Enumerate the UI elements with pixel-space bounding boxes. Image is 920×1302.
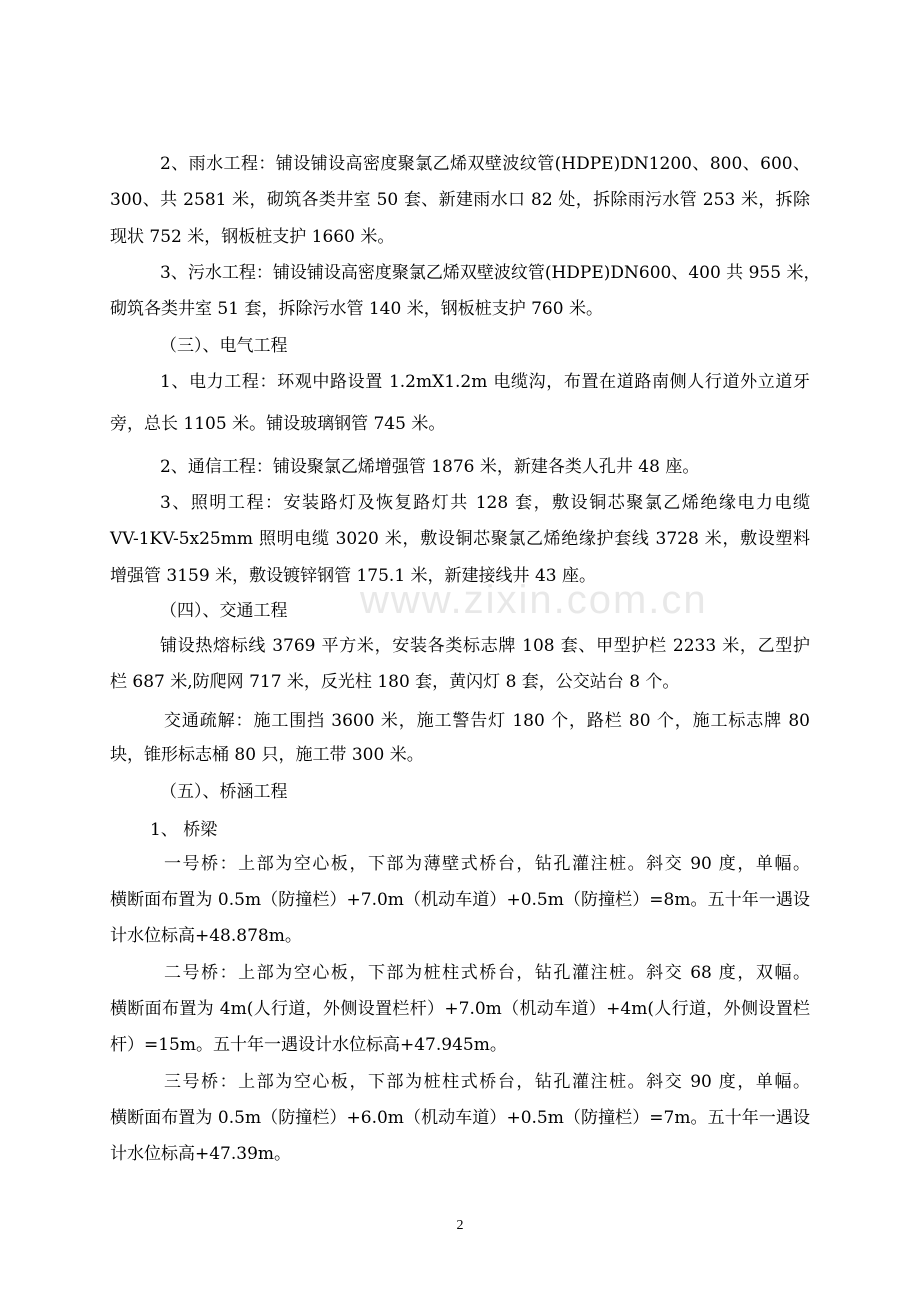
paragraph-line: 三号桥：上部为空心板，下部为桩柱式桥台，钻孔灌注桩。斜交 90 度，单幅。 bbox=[164, 1072, 810, 1092]
paragraph-line: 现状 752 米，钢板桩支护 1660 米。 bbox=[110, 227, 395, 247]
page-number: 2 bbox=[456, 1218, 464, 1233]
paragraph-line: 一号桥：上部为空心板，下部为薄壁式桥台，钻孔灌注桩。斜交 90 度，单幅。 bbox=[164, 854, 810, 874]
paragraph-line: 增强管 3159 米，敷设镀锌钢管 175.1 米，新建接线井 43 座。 bbox=[110, 566, 596, 586]
paragraph-line: 砌筑各类井室 51 套，拆除污水管 140 米，钢板桩支护 760 米。 bbox=[110, 299, 603, 319]
paragraph-line: 旁，总长 1105 米。铺设玻璃钢管 745 米。 bbox=[110, 414, 446, 434]
section-heading: （三）、电气工程 bbox=[160, 336, 288, 356]
paragraph-line: 2、雨水工程：铺设铺设高密度聚氯乙烯双壁波纹管(HDPE)DN1200、800、600、 bbox=[160, 154, 810, 174]
paragraph-line: 3、污水工程：铺设铺设高密度聚氯乙烯双壁波纹管(HDPE)DN600、400 共 955 米， bbox=[160, 263, 821, 283]
paragraph-line: 栏 687 米,防爬网 717 米，反光柱 180 套，黄闪灯 8 套，公交站台 8 个。 bbox=[110, 672, 680, 692]
section-heading: （五）、桥涵工程 bbox=[160, 782, 288, 802]
subsection-heading: 1、 桥梁 bbox=[150, 820, 218, 840]
paragraph-line: 计水位标高+48.878m。 bbox=[110, 926, 302, 946]
paragraph-line: 交通疏解：施工围挡 3600 米，施工警告灯 180 个，路栏 80 个，施工标志牌 80 bbox=[164, 711, 810, 731]
paragraph-line: 杆）=15m。五十年一遇设计水位标高+47.945m。 bbox=[110, 1035, 507, 1055]
paragraph-line: VV-1KV-5x25mm 照明电缆 3020 米，敷设铜芯聚氯乙烯绝缘护套线 3728 米，敷设塑料 bbox=[110, 529, 810, 549]
paragraph-line: 300、共 2581 米，砌筑各类井室 50 套、新建雨水口 82 处，拆除雨污水管 253 米，拆除 bbox=[110, 190, 810, 210]
paragraph-line: 横断面布置为 0.5m（防撞栏）+7.0m（机动车道）+0.5m（防撞栏）=8m。五十年一遇设 bbox=[110, 890, 810, 910]
paragraph-line: 横断面布置为 4m(人行道，外侧设置栏杆）+7.0m（机动车道）+4m(人行道，外侧设置栏 bbox=[110, 999, 810, 1019]
paragraph-line: 二号桥：上部为空心板，下部为桩柱式桥台，钻孔灌注桩。斜交 68 度，双幅。 bbox=[164, 963, 810, 983]
watermark: www.zixin.com.cn bbox=[360, 578, 708, 622]
paragraph-line: 3、照明工程：安装路灯及恢复路灯共 128 套，敷设铜芯聚氯乙烯绝缘电力电缆 bbox=[160, 493, 810, 513]
section-heading: （四）、交通工程 bbox=[160, 601, 288, 621]
paragraph-line: 2、通信工程：铺设聚氯乙烯增强管 1876 米，新建各类人孔井 48 座。 bbox=[160, 457, 700, 477]
paragraph-line: 1、电力工程：环观中路设置 1.2mX1.2m 电缆沟，布置在道路南侧人行道外立道牙 bbox=[160, 372, 810, 392]
paragraph-line: 铺设热熔标线 3769 平方米，安装各类标志牌 108 套、甲型护栏 2233 米，乙型护 bbox=[160, 636, 810, 656]
paragraph-line: 计水位标高+47.39m。 bbox=[110, 1144, 292, 1164]
paragraph-line: 块，锥形标志桶 80 只，施工带 300 米。 bbox=[110, 745, 424, 765]
paragraph-line: 横断面布置为 0.5m（防撞栏）+6.0m（机动车道）+0.5m（防撞栏）=7m。五十年一遇设 bbox=[110, 1108, 810, 1128]
